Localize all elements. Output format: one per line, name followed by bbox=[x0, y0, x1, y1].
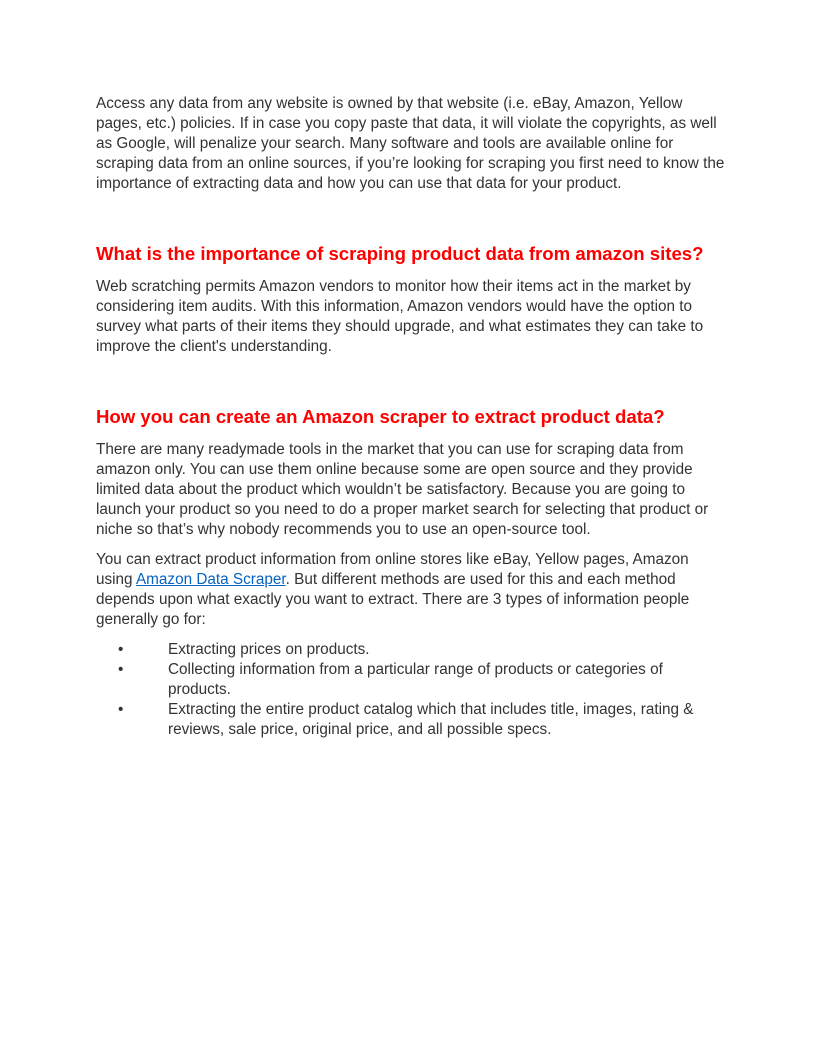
list-item-text: Extracting the entire product catalog which that includes title, images, rating & reviews, sale price, original price, and all possible specs. bbox=[168, 701, 694, 738]
section-heading-create-scraper: How you can create an Amazon scraper to extract product data? bbox=[96, 406, 665, 427]
extract-methods-paragraph bbox=[96, 550, 726, 630]
list-item bbox=[96, 640, 726, 660]
information-types-list bbox=[96, 640, 726, 740]
list-item-text: Extracting prices on products. bbox=[168, 641, 370, 658]
extract-methods-text-after: . But different methods are used for this and each method depends upon what exactly you want to extract. There are 3 types of information people generally go for: bbox=[96, 571, 690, 628]
document-page bbox=[96, 94, 726, 740]
intro-paragraph: Access any data from any website is owned by that website (i.e. eBay, Amazon, Yellow pages, etc.) policies. If in case you copy paste that data, it will violate the copyrights, as well as Google, will penalize your search. Many software and tools are available online for scraping data from an online sources, if you’re looking for scraping you first need to know the importance of extracting data and how you can use that data for your product. bbox=[96, 95, 725, 192]
amazon-data-scraper-link[interactable]: Amazon Data Scraper bbox=[135, 571, 286, 588]
list-item bbox=[96, 660, 726, 700]
readymade-tools-paragraph: There are many readymade tools in the market that you can use for scraping data from amazon only. You can use them online because some are open source and they provide limited data about the product which wouldn’t be satisfactory. Because you are going to launch your product so you need to do a proper market search for selecting that product or niche so that’s why nobody recommends you to use an open-source tool. bbox=[96, 441, 709, 538]
extract-methods-text-before: You can extract product information from online stores like eBay, Yellow pages, Amazon using bbox=[96, 551, 689, 588]
importance-paragraph: Web scratching permits Amazon vendors to monitor how their items act in the market by considering item audits. With this information, Amazon vendors would have the option to survey what parts of their items they should upgrade, and what estimates they can take to improve the client's understanding. bbox=[96, 278, 704, 355]
bullet-symbol: • bbox=[118, 641, 124, 658]
bullet-symbol: • bbox=[118, 661, 124, 678]
list-item-text: Collecting information from a particular range of products or categories of products. bbox=[168, 661, 663, 698]
list-item bbox=[96, 700, 726, 740]
section-heading-importance: What is the importance of scraping product data from amazon sites? bbox=[96, 243, 704, 264]
bullet-symbol: • bbox=[118, 701, 124, 718]
